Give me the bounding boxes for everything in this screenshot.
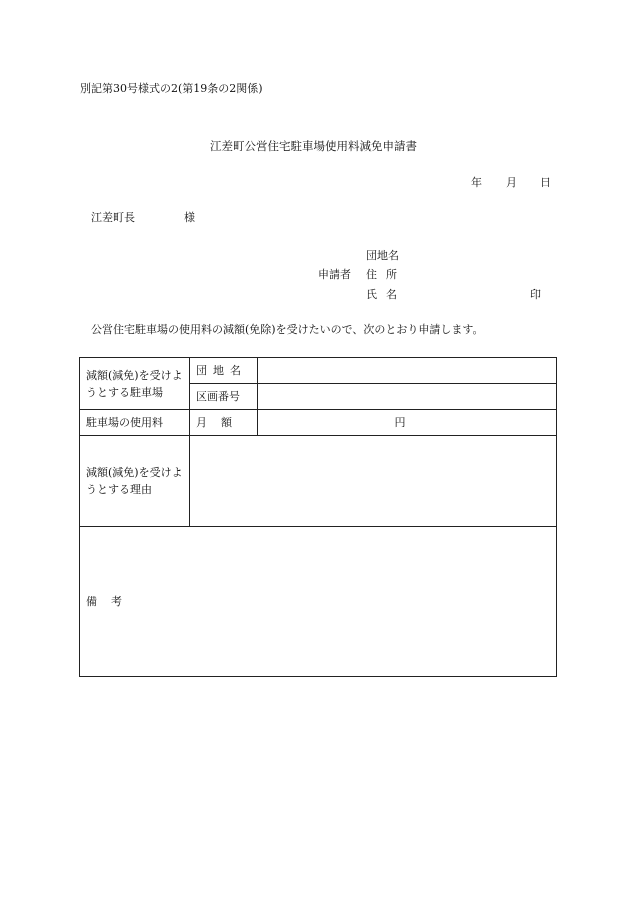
reason-label: 減額(減免)を受けようとする理由 — [80, 436, 190, 527]
remarks-label: 備考 — [86, 595, 136, 608]
application-statement: 公営住宅駐車場の使用料の減額(免除)を受けたいので、次のとおり申請します。 — [91, 323, 484, 336]
date-month-label: 月 — [506, 176, 517, 189]
danchi-name-label: 団地名 — [190, 358, 258, 384]
applicant-address-label: 住所 — [366, 268, 406, 281]
kukaku-number-label: 区画番号 — [190, 384, 258, 410]
kukaku-number-field[interactable] — [258, 384, 557, 410]
form-reference: 別記第30号様式の2(第19条の2関係) — [80, 82, 263, 95]
monthly-amount-field[interactable] — [258, 410, 557, 436]
applicant-name-label: 氏名 — [366, 288, 406, 301]
applicant-danchi-label: 団地名 — [366, 249, 399, 262]
document-title: 江差町公営住宅駐車場使用料減免申請書 — [210, 139, 417, 153]
addressee-honorific: 様 — [184, 211, 195, 224]
danchi-name-field[interactable] — [258, 358, 557, 384]
addressee-name: 江差町長 — [91, 211, 135, 224]
date-year-label: 年 — [471, 176, 482, 189]
applicant-label: 申請者 — [318, 268, 351, 281]
date-day-label: 日 — [540, 176, 551, 189]
monthly-label: 月額 — [190, 410, 258, 436]
remarks-field[interactable] — [80, 527, 557, 677]
reason-field[interactable] — [190, 436, 557, 527]
yen-unit: 円 — [394, 416, 406, 429]
seal-mark: 印 — [530, 288, 541, 301]
parking-target-label: 減額(減免)を受けようとする駐車場 — [80, 358, 190, 410]
application-table — [79, 357, 557, 677]
parking-fee-label: 駐車場の使用料 — [80, 410, 190, 436]
